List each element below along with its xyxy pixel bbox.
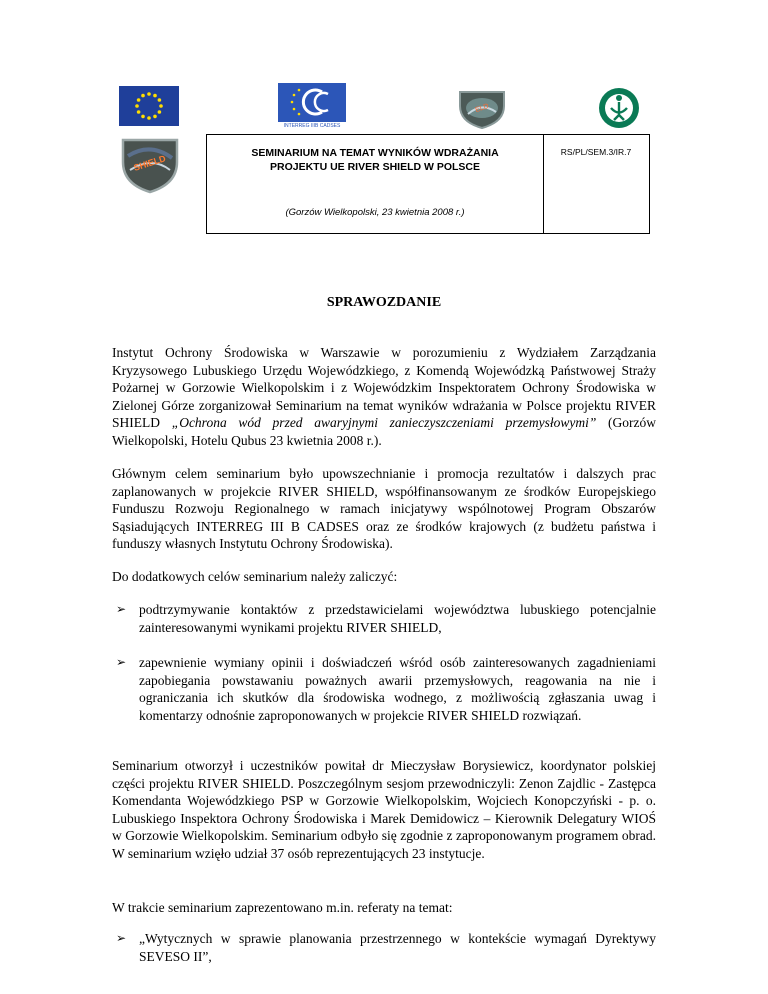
seminar-title [207, 146, 543, 174]
seminar-date-place: (Gorzów Wielkopolski, 23 kwietnia 2008 r.) [285, 207, 465, 218]
eu-flag-logo [119, 86, 179, 126]
paragraph-presentations: W trakcie seminarium zaprezentowano m.in. referaty na temat: [112, 900, 453, 915]
interreg-label: INTERREG IIIB CADSES [278, 122, 346, 131]
paragraph-intro-end: (Gorzów Wielkopolski, Hotelu Qubus 23 kwietnia 2008 r.). [112, 415, 657, 448]
paragraph-additional-goals: Do dodatkowych celów seminarium należy zaliczyć: [112, 569, 398, 584]
paragraph-intro-text: Instytut Ochrony Środowiska w Warszawie w porozumieniu z Wydziałem Zarządzania Kryzysowego Lubuskiego Urzędu Wojewódzkiego, z Komendą Wojewódzką Państwowej Straży Pożarnej w Gorzowie Wielkopolskim i z Wojewódzkim Inspektoratem Ochrony Środowiska w Zielonej Górze zorganizował Seminarium na temat wyników wdrażania w Polsce projektu RIVER SHIELD [112, 345, 656, 431]
svg-text:SHIELD: SHIELD [132, 153, 167, 173]
svg-text:ELD: ELD [474, 102, 490, 115]
paragraph-intro [112, 344, 656, 450]
list-item-text: zapewnienie wymiany opinii i doświadczeń wśród osób zainteresowanych zagadnieniami zapobiegania powstawaniu poważnych awarii przemysłowych, reagowania na nie i ograniczania ich skutków dla środowiska wodnego, z możliwością zgłaszania uwag i komentarzy odnośnie zaproponowanych w projekcie RIVER SHIELD rozwiązań. [139, 655, 656, 723]
document-code: RS/PL/SEM.3/IR.7 [560, 147, 632, 157]
paragraph-goal: Głównym celem seminarium było upowszechnianie i promocja rezultatów i dalszych prac zaplanowanych w projekcie RIVER SHIELD, współfinansowanym ze środków Europejskiego Funduszu Rozwoju Regionalnego w ramach inicjatywy wspólnotowej Program Obszarów Sąsiadujących INTERREG III B CADSES oraz ze środków krajowych (z budżetu państwa i funduszy własnych Instytutu Ochrony Środowiska). [112, 466, 656, 552]
seminar-title-line2: PROJEKTU UE RIVER SHIELD W POLSCE [269, 161, 481, 173]
paragraph-opening: Seminarium otworzył i uczestników powitał dr Mieczysław Borysiewicz, koordynator polskiej części projektu RIVER SHIELD. Poszczególnym sesjom przewodniczyli: Zenon Zajdlic - Zastępca Komendanta Wojewódzkiego PSP w Gorzowie Wielkopolskim, Wojciech Konopczyński - p. o. Lubuskiego Inspektora Ochrony Środowiska i Marek Demidowicz – Kierownik Delegatury WIOŚ w Gorzowie Wielkopolskim. Seminarium odbyło się zgodnie z zaproponowanym programem obrad. W seminarium wzięło udział 37 osób reprezentujących 23 instytucje. [112, 758, 656, 861]
seminar-header-box [206, 134, 650, 234]
environment-protection-logo [598, 87, 640, 129]
list-item-text: podtrzymywanie kontaktów z przedstawicielami województwa lubuskiego potencjalnie zainteresowanymi wynikami projektu RIVER SHIELD, [139, 602, 656, 635]
interreg-cadses-logo [278, 83, 346, 129]
document-title: SPRAWOZDANIE [326, 295, 442, 310]
project-title-italic: „Ochrona wód przed awaryjnymi zanieczyszczeniami przemysłowymi” [171, 415, 597, 431]
arrow-bullet-icon: ➢ [116, 655, 127, 669]
seminar-title-line1: SEMINARIUM NA TEMAT WYNIKÓW WDRAŻANIA [251, 147, 499, 159]
arrow-bullet-icon: ➢ [116, 602, 127, 616]
river-shield-logo [118, 134, 182, 194]
river-shield-logo-small [456, 84, 508, 130]
arrow-bullet-icon: ➢ [116, 931, 127, 945]
list-item-text: „Wytycznych w sprawie planowania przestrzennego w kontekście wymagań Dyrektywy SEVESO II”, [139, 931, 656, 964]
